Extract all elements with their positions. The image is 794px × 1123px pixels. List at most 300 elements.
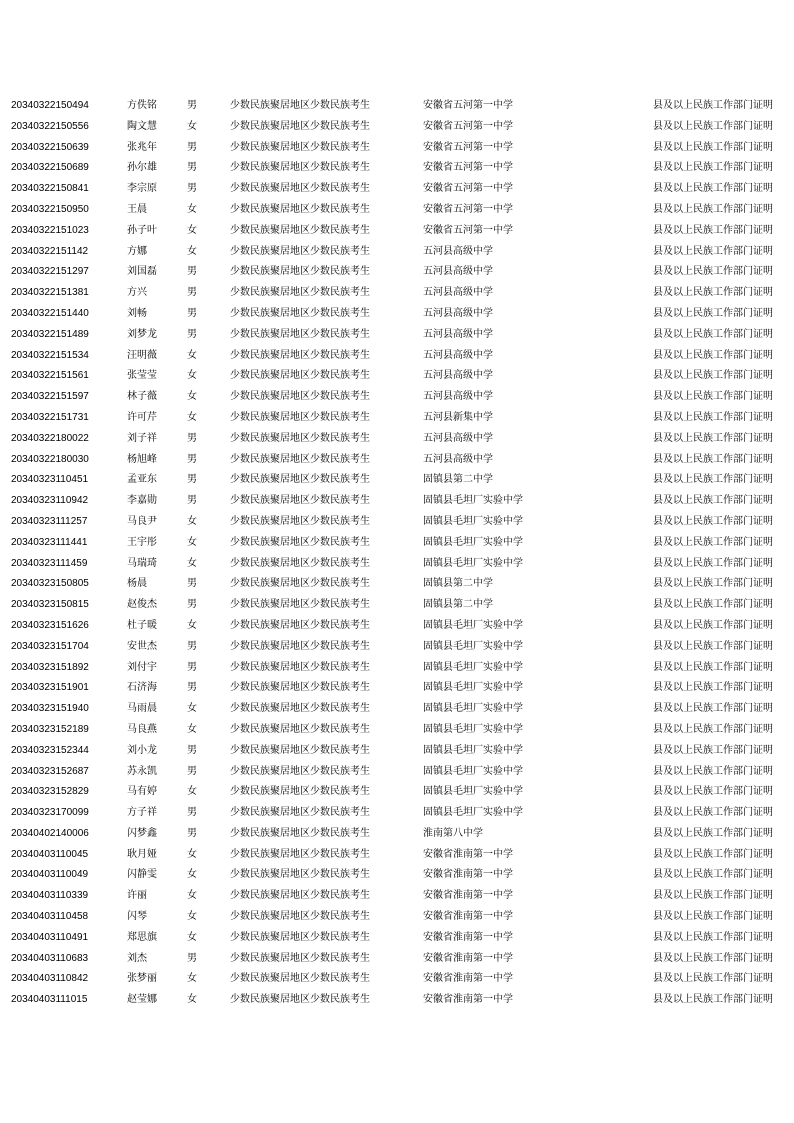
certificate-cell: 县及以上民族工作部门证明 (653, 370, 773, 382)
category-cell: 少数民族聚居地区少数民族考生 (230, 411, 370, 423)
gender-cell: 男 (187, 266, 197, 278)
certificate-cell: 县及以上民族工作部门证明 (653, 307, 773, 319)
category-cell: 少数民族聚居地区少数民族考生 (230, 224, 370, 236)
table-row (0, 969, 794, 990)
table-row (0, 117, 794, 138)
school-cell: 固镇县毛坦厂实验中学 (423, 807, 523, 819)
student-id-cell: 20340402140006 (11, 827, 89, 839)
certificate-cell: 县及以上民族工作部门证明 (653, 432, 773, 444)
gender-cell: 女 (187, 911, 197, 923)
table-row (0, 782, 794, 803)
school-cell: 安徽省五河第一中学 (423, 183, 513, 195)
student-id-cell: 20340323152829 (11, 786, 89, 798)
name-cell: 苏永凯 (127, 765, 157, 777)
table-row (0, 450, 794, 471)
certificate-cell: 县及以上民族工作部门证明 (653, 287, 773, 299)
gender-cell: 女 (187, 557, 197, 569)
table-row (0, 845, 794, 866)
gender-cell: 男 (187, 453, 197, 465)
category-cell: 少数民族聚居地区少数民族考生 (230, 100, 370, 111)
school-cell: 固镇县毛坦厂实验中学 (423, 515, 523, 527)
school-cell: 淮南第八中学 (423, 827, 483, 839)
school-cell: 安徽省五河第一中学 (423, 224, 513, 236)
student-id-cell: 20340322151142 (11, 245, 89, 257)
student-id-cell: 20340403110491 (11, 931, 89, 943)
category-cell: 少数民族聚居地区少数民族考生 (230, 432, 370, 444)
gender-cell: 女 (187, 994, 197, 1006)
student-id-cell: 20340323170099 (11, 807, 89, 819)
student-id-cell: 20340322151381 (11, 287, 89, 299)
table-row (0, 886, 794, 907)
student-id-cell: 20340323110942 (11, 495, 89, 507)
name-cell: 刘梦龙 (127, 328, 157, 340)
category-cell: 少数民族聚居地区少数民族考生 (230, 599, 370, 611)
certificate-cell: 县及以上民族工作部门证明 (653, 661, 773, 673)
name-cell: 张梦丽 (127, 973, 157, 985)
gender-cell: 男 (187, 287, 197, 299)
category-cell: 少数民族聚居地区少数民族考生 (230, 141, 370, 153)
name-cell: 孟亚东 (127, 474, 157, 486)
gender-cell: 男 (187, 952, 197, 964)
gender-cell: 男 (187, 682, 197, 694)
gender-cell: 男 (187, 328, 197, 340)
name-cell: 刘畅 (127, 307, 147, 319)
school-cell: 安徽省淮南第一中学 (423, 973, 513, 985)
student-id-cell: 20340323151940 (11, 703, 89, 715)
table-row (0, 96, 794, 117)
category-cell: 少数民族聚居地区少数民族考生 (230, 370, 370, 382)
table-row (0, 658, 794, 679)
name-cell: 刘付宇 (127, 661, 157, 673)
gender-cell: 女 (187, 723, 197, 735)
student-id-cell: 20340322150639 (11, 141, 89, 153)
name-cell: 孙尔雄 (127, 162, 157, 174)
table-row (0, 741, 794, 762)
gender-cell: 女 (187, 931, 197, 943)
category-cell: 少数民族聚居地区少数民族考生 (230, 474, 370, 486)
gender-cell: 女 (187, 411, 197, 423)
category-cell: 少数民族聚居地区少数民族考生 (230, 619, 370, 631)
table-row (0, 491, 794, 512)
category-cell: 少数民族聚居地区少数民族考生 (230, 661, 370, 673)
certificate-cell: 县及以上民族工作部门证明 (653, 495, 773, 507)
category-cell: 少数民族聚居地区少数民族考生 (230, 807, 370, 819)
student-id-cell: 20340322150556 (11, 120, 89, 132)
name-cell: 张莹莹 (127, 370, 157, 382)
school-cell: 五河县高级中学 (423, 349, 493, 361)
certificate-cell: 县及以上民族工作部门证明 (653, 599, 773, 611)
category-cell: 少数民族聚居地区少数民族考生 (230, 994, 370, 1006)
school-cell: 固镇县毛坦厂实验中学 (423, 619, 523, 631)
table-row (0, 429, 794, 450)
student-id-cell: 20340322151731 (11, 411, 89, 423)
table-row (0, 387, 794, 408)
gender-cell: 男 (187, 162, 197, 174)
school-cell: 固镇县毛坦厂实验中学 (423, 536, 523, 548)
category-cell: 少数民族聚居地区少数民族考生 (230, 703, 370, 715)
category-cell: 少数民族聚居地区少数民族考生 (230, 307, 370, 319)
table-row (0, 990, 794, 1011)
certificate-cell: 县及以上民族工作部门证明 (653, 578, 773, 590)
table-row (0, 637, 794, 658)
category-cell: 少数民族聚居地区少数民族考生 (230, 744, 370, 756)
gender-cell: 女 (187, 203, 197, 215)
gender-cell: 女 (187, 349, 197, 361)
table-row (0, 595, 794, 616)
student-id-cell: 20340322151297 (11, 266, 89, 278)
school-cell: 安徽省淮南第一中学 (423, 848, 513, 860)
category-cell: 少数民族聚居地区少数民族考生 (230, 349, 370, 361)
certificate-cell: 县及以上民族工作部门证明 (653, 869, 773, 881)
certificate-cell: 县及以上民族工作部门证明 (653, 391, 773, 403)
table-row (0, 304, 794, 325)
table-row (0, 533, 794, 554)
school-cell: 安徽省淮南第一中学 (423, 890, 513, 902)
school-cell: 固镇县毛坦厂实验中学 (423, 786, 523, 798)
table-row (0, 325, 794, 346)
name-cell: 杜子暖 (127, 619, 157, 631)
gender-cell: 女 (187, 890, 197, 902)
school-cell: 五河县高级中学 (423, 453, 493, 465)
certificate-cell: 县及以上民族工作部门证明 (653, 453, 773, 465)
school-cell: 五河县新集中学 (423, 411, 493, 423)
name-cell: 石济海 (127, 682, 157, 694)
name-cell: 许丽 (127, 890, 147, 902)
name-cell: 耿月娅 (127, 848, 157, 860)
certificate-cell: 县及以上民族工作部门证明 (653, 848, 773, 860)
table-row (0, 138, 794, 159)
table-row (0, 699, 794, 720)
gender-cell: 女 (187, 703, 197, 715)
gender-cell: 男 (187, 640, 197, 652)
school-cell: 固镇县毛坦厂实验中学 (423, 744, 523, 756)
gender-cell: 女 (187, 869, 197, 881)
table-row (0, 242, 794, 263)
gender-cell: 男 (187, 661, 197, 673)
table-row (0, 262, 794, 283)
student-id-cell: 20340322150950 (11, 203, 89, 215)
name-cell: 陶文慧 (127, 120, 157, 132)
student-id-cell: 20340322151489 (11, 328, 89, 340)
table-row (0, 346, 794, 367)
table-row (0, 512, 794, 533)
name-cell: 刘小龙 (127, 744, 157, 756)
certificate-cell: 县及以上民族工作部门证明 (653, 245, 773, 257)
school-cell: 安徽省淮南第一中学 (423, 911, 513, 923)
school-cell: 五河县高级中学 (423, 287, 493, 299)
certificate-cell: 县及以上民族工作部门证明 (653, 141, 773, 153)
student-id-cell: 20340323150815 (11, 599, 89, 611)
student-id-cell: 20340323110451 (11, 474, 89, 486)
student-id-cell: 20340322150841 (11, 183, 89, 195)
certificate-cell: 县及以上民族工作部门证明 (653, 411, 773, 423)
school-cell: 五河县高级中学 (423, 328, 493, 340)
category-cell: 少数民族聚居地区少数民族考生 (230, 245, 370, 257)
name-cell: 赵莹娜 (127, 994, 157, 1006)
category-cell: 少数民族聚居地区少数民族考生 (230, 536, 370, 548)
name-cell: 刘国磊 (127, 266, 157, 278)
school-cell: 固镇县毛坦厂实验中学 (423, 661, 523, 673)
category-cell: 少数民族聚居地区少数民族考生 (230, 765, 370, 777)
gender-cell: 女 (187, 536, 197, 548)
category-cell: 少数民族聚居地区少数民族考生 (230, 827, 370, 839)
name-cell: 马良燕 (127, 723, 157, 735)
table-row (0, 678, 794, 699)
gender-cell: 女 (187, 245, 197, 257)
school-cell: 安徽省淮南第一中学 (423, 931, 513, 943)
name-cell: 马良尹 (127, 515, 157, 527)
name-cell: 汪明薇 (127, 349, 157, 361)
table-row (0, 221, 794, 242)
school-cell: 安徽省淮南第一中学 (423, 869, 513, 881)
school-cell: 固镇县毛坦厂实验中学 (423, 495, 523, 507)
category-cell: 少数民族聚居地区少数民族考生 (230, 890, 370, 902)
certificate-cell: 县及以上民族工作部门证明 (653, 349, 773, 361)
student-id-cell: 20340322150689 (11, 162, 89, 174)
table-row (0, 470, 794, 491)
school-cell: 安徽省五河第一中学 (423, 162, 513, 174)
table-row (0, 865, 794, 886)
category-cell: 少数民族聚居地区少数民族考生 (230, 162, 370, 174)
table-row (0, 824, 794, 845)
student-id-cell: 20340323111459 (11, 557, 88, 569)
table-row (0, 366, 794, 387)
certificate-cell: 县及以上民族工作部门证明 (653, 224, 773, 236)
school-cell: 安徽省五河第一中学 (423, 120, 513, 132)
student-id-cell: 20340322150494 (11, 100, 89, 111)
gender-cell: 女 (187, 786, 197, 798)
name-cell: 郑思旗 (127, 931, 157, 943)
table-row (0, 720, 794, 741)
certificate-cell: 县及以上民族工作部门证明 (653, 266, 773, 278)
certificate-cell: 县及以上民族工作部门证明 (653, 328, 773, 340)
gender-cell: 男 (187, 183, 197, 195)
student-id-cell: 20340323151626 (11, 619, 89, 631)
certificate-cell: 县及以上民族工作部门证明 (653, 619, 773, 631)
school-cell: 五河县高级中学 (423, 307, 493, 319)
student-id-cell: 20340403110049 (11, 869, 89, 881)
certificate-cell: 县及以上民族工作部门证明 (653, 786, 773, 798)
student-id-cell: 20340403111015 (11, 994, 88, 1006)
student-id-cell: 20340322151534 (11, 349, 89, 361)
school-cell: 五河县高级中学 (423, 432, 493, 444)
category-cell: 少数民族聚居地区少数民族考生 (230, 266, 370, 278)
category-cell: 少数民族聚居地区少数民族考生 (230, 515, 370, 527)
student-id-cell: 20340322180030 (11, 453, 89, 465)
gender-cell: 男 (187, 432, 197, 444)
student-id-cell: 20340323152344 (11, 744, 89, 756)
student-id-cell: 20340322180022 (11, 432, 89, 444)
student-id-cell: 20340323111257 (11, 515, 88, 527)
table-row (0, 928, 794, 949)
student-id-cell: 20340323152687 (11, 765, 89, 777)
student-id-cell: 20340403110339 (11, 890, 89, 902)
gender-cell: 男 (187, 599, 197, 611)
table-row (0, 803, 794, 824)
category-cell: 少数民族聚居地区少数民族考生 (230, 557, 370, 569)
school-cell: 安徽省淮南第一中学 (423, 994, 513, 1006)
school-cell: 固镇县第二中学 (423, 578, 493, 590)
student-id-cell: 20340322151597 (11, 391, 89, 403)
certificate-cell: 县及以上民族工作部门证明 (653, 807, 773, 819)
student-id-cell: 20340403110045 (11, 848, 89, 860)
student-id-cell: 20340322151440 (11, 307, 89, 319)
name-cell: 方兴 (127, 287, 147, 299)
certificate-cell: 县及以上民族工作部门证明 (653, 827, 773, 839)
student-id-cell: 20340323111441 (11, 536, 88, 548)
school-cell: 固镇县毛坦厂实验中学 (423, 640, 523, 652)
certificate-cell: 县及以上民族工作部门证明 (653, 703, 773, 715)
school-cell: 安徽省五河第一中学 (423, 203, 513, 215)
school-cell: 固镇县第二中学 (423, 474, 493, 486)
name-cell: 杨晨 (127, 578, 147, 590)
category-cell: 少数民族聚居地区少数民族考生 (230, 931, 370, 943)
name-cell: 王宇彤 (127, 536, 157, 548)
table-row (0, 283, 794, 304)
student-id-cell: 20340403110458 (11, 911, 89, 923)
gender-cell: 女 (187, 391, 197, 403)
category-cell: 少数民族聚居地区少数民族考生 (230, 911, 370, 923)
gender-cell: 女 (187, 370, 197, 382)
school-cell: 固镇县毛坦厂实验中学 (423, 703, 523, 715)
name-cell: 林子薇 (127, 391, 157, 403)
certificate-cell: 县及以上民族工作部门证明 (653, 515, 773, 527)
certificate-cell: 县及以上民族工作部门证明 (653, 474, 773, 486)
name-cell: 许可芹 (127, 411, 157, 423)
category-cell: 少数民族聚居地区少数民族考生 (230, 453, 370, 465)
name-cell: 李嘉勋 (127, 495, 157, 507)
category-cell: 少数民族聚居地区少数民族考生 (230, 203, 370, 215)
student-id-cell: 20340323151901 (11, 682, 89, 694)
table-row (0, 408, 794, 429)
category-cell: 少数民族聚居地区少数民族考生 (230, 287, 370, 299)
certificate-cell: 县及以上民族工作部门证明 (653, 744, 773, 756)
gender-cell: 男 (187, 100, 197, 111)
name-cell: 方佚铭 (127, 100, 157, 111)
gender-cell: 男 (187, 141, 197, 153)
category-cell: 少数民族聚居地区少数民族考生 (230, 328, 370, 340)
student-id-cell: 20340403110842 (11, 973, 89, 985)
name-cell: 闪琴 (127, 911, 147, 923)
school-cell: 固镇县毛坦厂实验中学 (423, 557, 523, 569)
name-cell: 方子祥 (127, 807, 157, 819)
student-id-cell: 20340323151704 (11, 640, 89, 652)
student-id-cell: 20340322151023 (11, 224, 89, 236)
name-cell: 张兆年 (127, 141, 157, 153)
student-id-cell: 20340403110683 (11, 952, 89, 964)
school-cell: 固镇县毛坦厂实验中学 (423, 765, 523, 777)
certificate-cell: 县及以上民族工作部门证明 (653, 640, 773, 652)
gender-cell: 男 (187, 578, 197, 590)
name-cell: 赵俊杰 (127, 599, 157, 611)
school-cell: 五河县高级中学 (423, 370, 493, 382)
table-row (0, 158, 794, 179)
table-row (0, 949, 794, 970)
certificate-cell: 县及以上民族工作部门证明 (653, 890, 773, 902)
gender-cell: 男 (187, 765, 197, 777)
name-cell: 方娜 (127, 245, 147, 257)
category-cell: 少数民族聚居地区少数民族考生 (230, 869, 370, 881)
name-cell: 刘子祥 (127, 432, 157, 444)
gender-cell: 男 (187, 474, 197, 486)
certificate-cell: 县及以上民族工作部门证明 (653, 682, 773, 694)
school-cell: 五河县高级中学 (423, 266, 493, 278)
certificate-cell: 县及以上民族工作部门证明 (653, 183, 773, 195)
certificate-cell: 县及以上民族工作部门证明 (653, 120, 773, 132)
student-id-cell: 20340323151892 (11, 661, 89, 673)
record-table (0, 96, 794, 1011)
category-cell: 少数民族聚居地区少数民族考生 (230, 578, 370, 590)
gender-cell: 女 (187, 120, 197, 132)
category-cell: 少数民族聚居地区少数民族考生 (230, 682, 370, 694)
school-cell: 固镇县毛坦厂实验中学 (423, 682, 523, 694)
name-cell: 安世杰 (127, 640, 157, 652)
table-row (0, 907, 794, 928)
table-row (0, 574, 794, 595)
table-row (0, 200, 794, 221)
name-cell: 闪梦鑫 (127, 827, 157, 839)
school-cell: 五河县高级中学 (423, 245, 493, 257)
category-cell: 少数民族聚居地区少数民族考生 (230, 391, 370, 403)
table-row (0, 616, 794, 637)
category-cell: 少数民族聚居地区少数民族考生 (230, 183, 370, 195)
certificate-cell: 县及以上民族工作部门证明 (653, 557, 773, 569)
name-cell: 马雨晨 (127, 703, 157, 715)
gender-cell: 男 (187, 827, 197, 839)
school-cell: 固镇县毛坦厂实验中学 (423, 723, 523, 735)
certificate-cell: 县及以上民族工作部门证明 (653, 931, 773, 943)
category-cell: 少数民族聚居地区少数民族考生 (230, 952, 370, 964)
gender-cell: 男 (187, 744, 197, 756)
category-cell: 少数民族聚居地区少数民族考生 (230, 973, 370, 985)
school-cell: 安徽省淮南第一中学 (423, 952, 513, 964)
category-cell: 少数民族聚居地区少数民族考生 (230, 723, 370, 735)
certificate-cell: 县及以上民族工作部门证明 (653, 536, 773, 548)
certificate-cell: 县及以上民族工作部门证明 (653, 203, 773, 215)
gender-cell: 女 (187, 619, 197, 631)
category-cell: 少数民族聚居地区少数民族考生 (230, 495, 370, 507)
gender-cell: 女 (187, 224, 197, 236)
school-cell: 安徽省五河第一中学 (423, 141, 513, 153)
certificate-cell: 县及以上民族工作部门证明 (653, 162, 773, 174)
category-cell: 少数民族聚居地区少数民族考生 (230, 640, 370, 652)
category-cell: 少数民族聚居地区少数民族考生 (230, 120, 370, 132)
certificate-cell: 县及以上民族工作部门证明 (653, 952, 773, 964)
certificate-cell: 县及以上民族工作部门证明 (653, 911, 773, 923)
gender-cell: 男 (187, 807, 197, 819)
student-id-cell: 20340323152189 (11, 723, 89, 735)
school-cell: 固镇县第二中学 (423, 599, 493, 611)
certificate-cell: 县及以上民族工作部门证明 (653, 765, 773, 777)
certificate-cell: 县及以上民族工作部门证明 (653, 973, 773, 985)
gender-cell: 女 (187, 973, 197, 985)
table-row (0, 179, 794, 200)
table-row (0, 554, 794, 575)
table-row (0, 762, 794, 783)
certificate-cell: 县及以上民族工作部门证明 (653, 723, 773, 735)
name-cell: 李宗原 (127, 183, 157, 195)
name-cell: 孙子叶 (127, 224, 157, 236)
name-cell: 刘杰 (127, 952, 147, 964)
student-id-cell: 20340323150805 (11, 578, 89, 590)
school-cell: 五河县高级中学 (423, 391, 493, 403)
school-cell: 安徽省五河第一中学 (423, 100, 513, 111)
name-cell: 马瑞琦 (127, 557, 157, 569)
name-cell: 闪静雯 (127, 869, 157, 881)
gender-cell: 女 (187, 515, 197, 527)
gender-cell: 女 (187, 848, 197, 860)
name-cell: 马有婷 (127, 786, 157, 798)
